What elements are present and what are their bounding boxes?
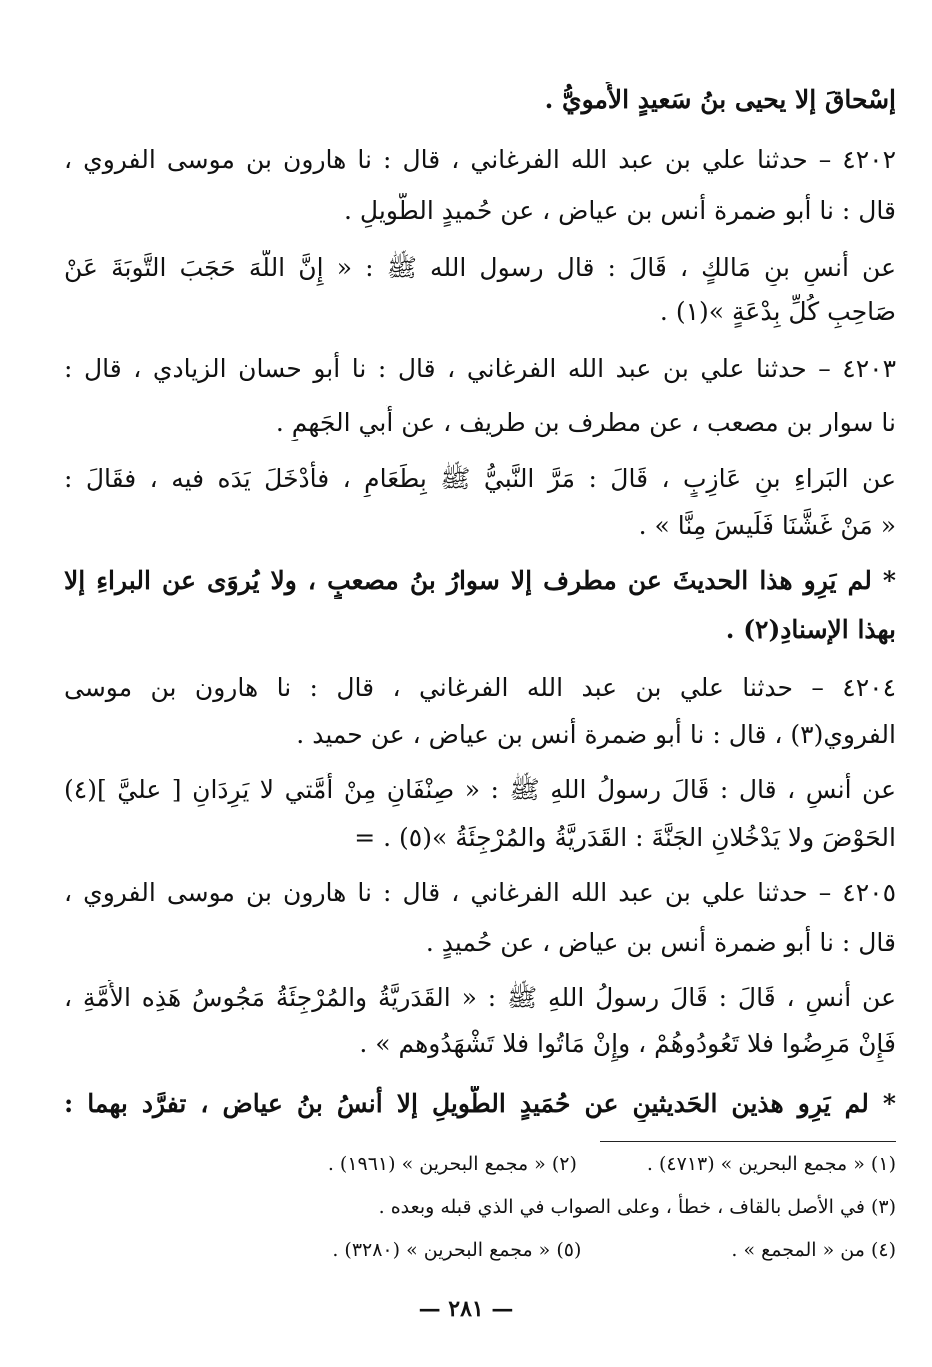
hadith-4202-line-4: صَاحِبِ كُلِّ بِدْعَةٍ »(١) . xyxy=(659,297,896,326)
text-line-1: إسْحاقَ إلا يحيى بنُ سَعيدٍ الأُمويُّ . xyxy=(544,85,896,114)
hadith-4205-line-3: عن أَنسٍ ، قَالَ : قَالَ رسولُ اللهِ ﷺ : « القَدَريَّةُ والمُرْجِئَةُ مَجُوسُ هَذِه الأُمَّةِ ، xyxy=(64,983,896,1012)
footnote-row-3 xyxy=(332,1236,896,1264)
hadith-4205-line-4: فَإِنْ مَرِضُوا فلا تَعُودُوهُمْ ، وإِنْ مَاتُوا فلا تَشْهَدُوهم » . xyxy=(359,1029,896,1058)
hadith-4204-line-1: ٤٢٠٤ – حدثنا علي بن عبد الله الفرغاني ، قال : نا هارون بن موسى xyxy=(64,673,896,702)
hadith-4203-line-4: « مَنْ غَشَّنَا فَلَيسَ مِنَّا » . xyxy=(638,511,896,540)
hadith-4203-line-2: نا سوار بن مصعب ، عن مطرف بن طريف ، عن أَبي الجَهمِ . xyxy=(275,408,896,437)
hadith-4203-line-1: ٤٢٠٣ – حدثنا علي بن عبد الله الفرغاني ، قال : نا أبو حسان الزيادي ، قال : xyxy=(64,354,896,383)
hadith-4202-line-3: عن أَنسِ بنِ مَالكٍ ، قَالَ : قال رسول الله ﷺ : « إِنَّ اللَّهَ حَجَبَ التَّوبَةَ عَنْ xyxy=(64,253,896,282)
footnote-1: (١) « مجمع البحرين » (٤٧١٣) . xyxy=(646,1153,896,1175)
footnote-separator xyxy=(600,1141,896,1142)
note-4203-line-2: بهذا الإسنادِ(٢) . xyxy=(725,615,896,644)
hadith-4203-line-3: عن البَراءِ بنِ عَازِبٍ ، قَالَ : مَرَّ النَّبيُّ ﷺ بِطَعَامٍ ، فأَدْخَلَ يَدَه فيه ، فقَالَ : xyxy=(64,464,896,493)
hadith-4204-line-2: الفروي(٣) ، قال : نا أبو ضمرة أنس بن عياض ، عن حميد . xyxy=(296,720,896,749)
note-4203-line-1: * لم يَرِو هذا الحديثَ عن مطرف إلا سوارُ بنُ مصعبٍ ، ولا يُروَى عن البراءِ إلا xyxy=(64,566,896,595)
hadith-4205-line-1: ٤٢٠٥ – حدثنا علي بن عبد الله الفرغاني ، قال : نا هارون بن موسى الفروي ، xyxy=(64,878,896,907)
footnote-5: (٥) « مجمع البحرين » (٣٢٨٠) . xyxy=(332,1239,582,1261)
hadith-4205-line-2: قال : نا أبو ضمرة أنس بن عياض ، عن حُميدٍ . xyxy=(425,928,896,957)
hadith-4204-line-4: الحَوْضَ ولا يَدْخُلانِ الجَنَّةَ : القَدَريَّةُ والمُرْجِئَةُ »(٥) . = xyxy=(354,823,896,852)
footnote-2: (٢) « مجمع البحرين » (١٩٦١) . xyxy=(327,1153,577,1175)
footnote-row-1 xyxy=(328,1150,896,1178)
footnote-4: (٤) من « المجمع » . xyxy=(731,1239,896,1261)
hadith-4202-line-2: قال : نا أبو ضمرة أنس بن عياض ، عن حُميدٍ الطَّويلِ . xyxy=(344,196,896,225)
hadith-4202-line-1: ٤٢٠٢ – حدثنا علي بن عبد الله الفرغاني ، قال : نا هارون بن موسى الفروي ، xyxy=(64,145,896,174)
note-4205: * لم يَرِو هذين الحَديثينِ عن حُمَيدٍ الطَّويلِ إلا أنسُ بنُ عياض ، تفرَّد بهما : xyxy=(64,1089,896,1118)
hadith-4204-line-3: عن أَنسٍ ، قال : قَالَ رسولُ اللهِ ﷺ : « صِنْفَانِ مِنْ أُمَّتي لا يَرِدَانِ [ عليَّ ](٤) xyxy=(64,775,896,804)
footnote-3: (٣) في الأصل بالقاف ، خطأ ، وعلى الصواب في الذي قبله وبعده . xyxy=(378,1196,896,1218)
page-number: — ٢٨١ — xyxy=(418,1296,514,1322)
